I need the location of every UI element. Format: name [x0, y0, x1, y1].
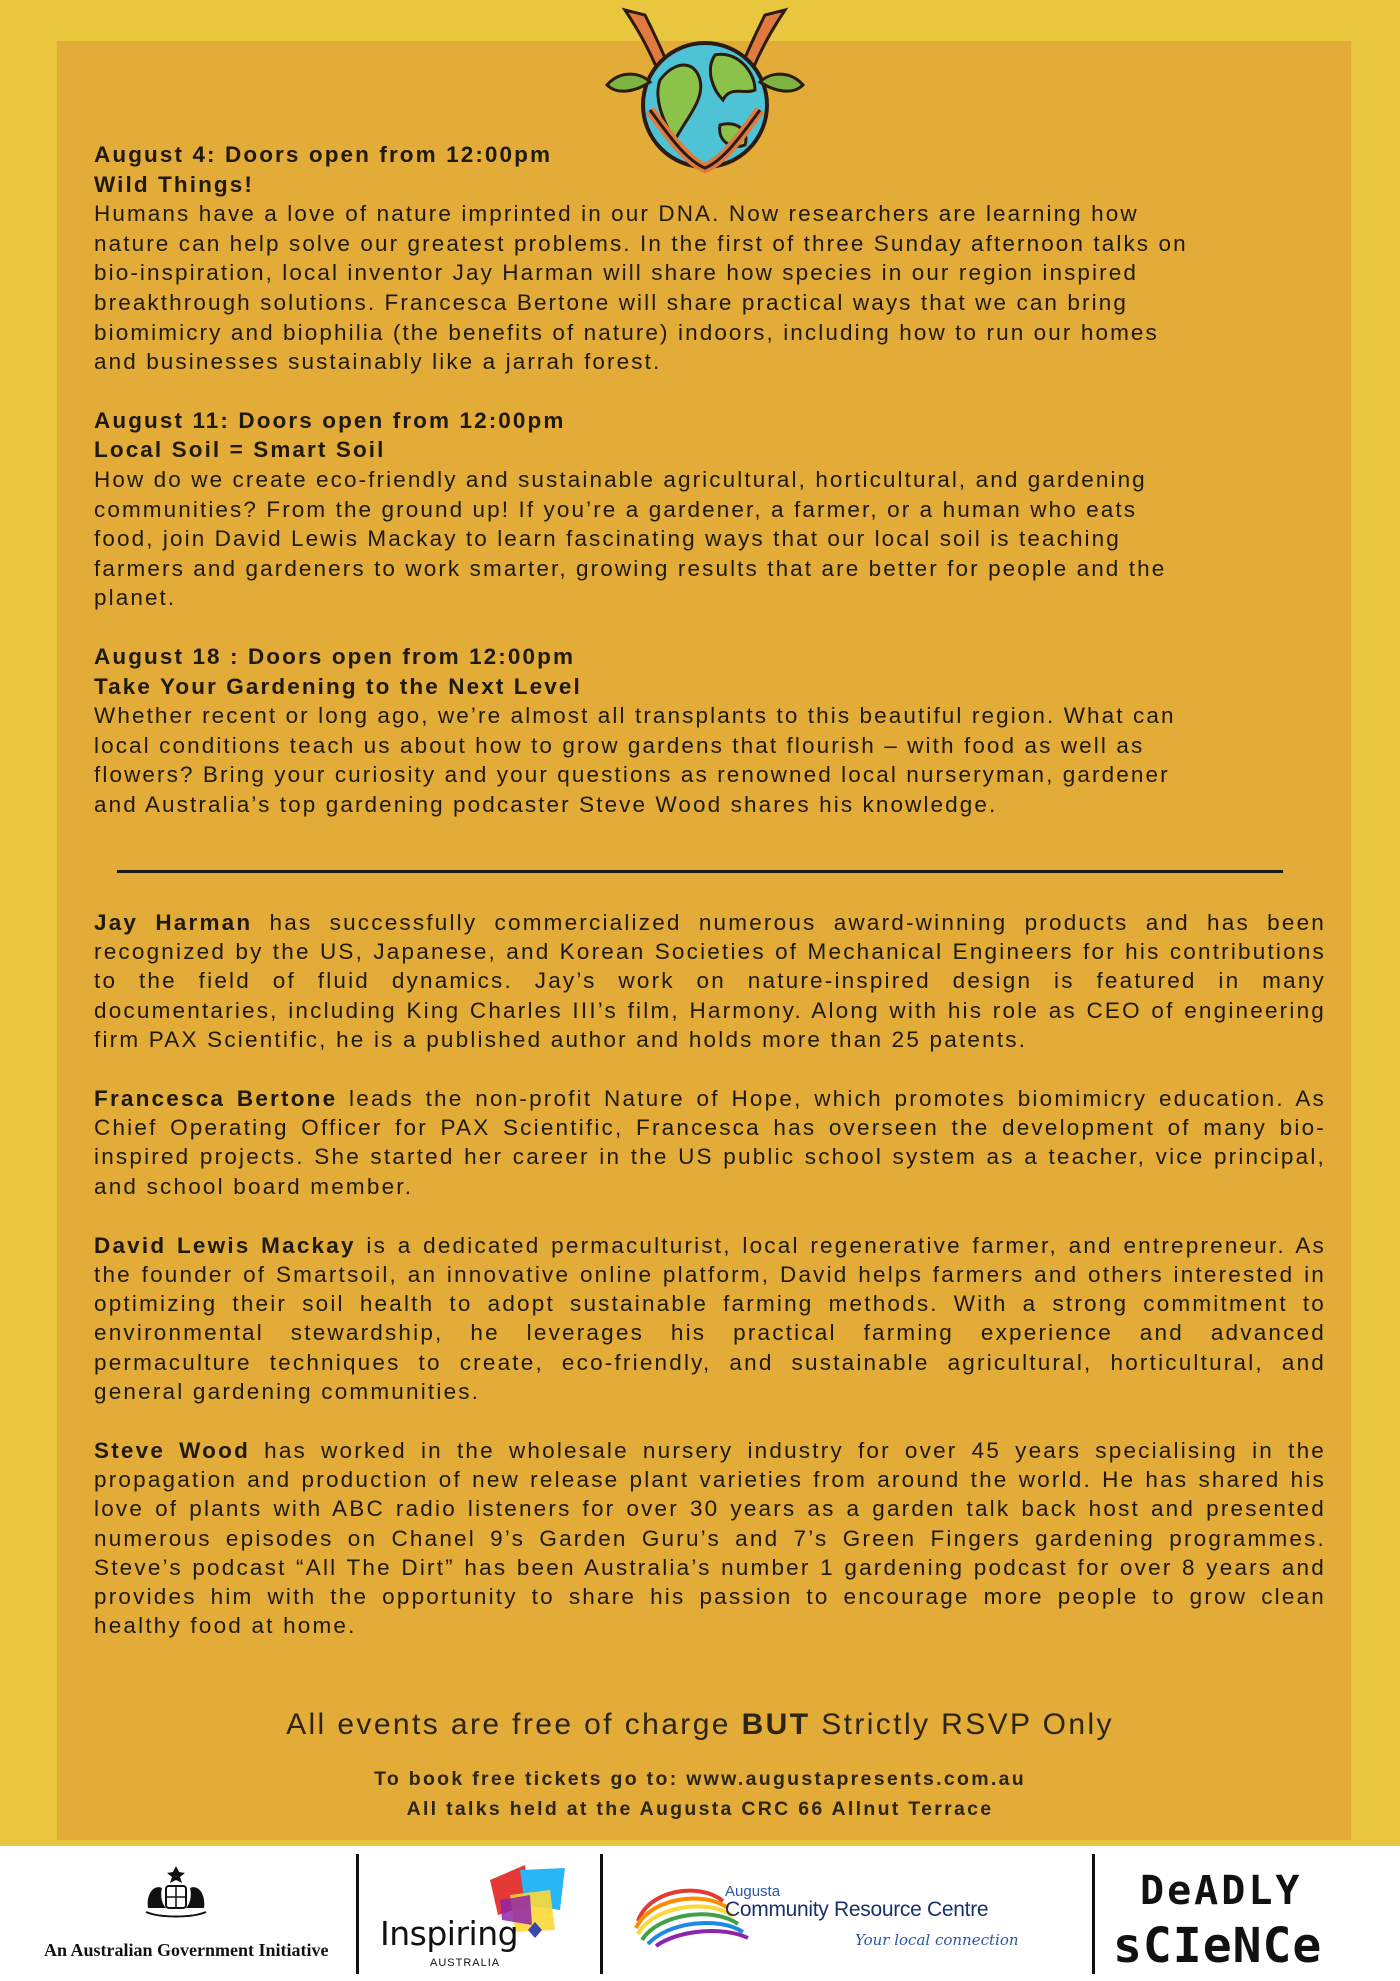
event-date: August 18 : Doors open from 12:00pm	[94, 643, 576, 669]
events-section	[94, 140, 1326, 848]
booking-link-line[interactable]: To book free tickets go to: www.augustapresents.com.au	[374, 1768, 1026, 1790]
speaker-bio	[94, 908, 1326, 1054]
speaker-name: Steve Wood	[94, 1438, 251, 1464]
event-date: August 11: Doors open from 12:00pm	[94, 407, 566, 433]
inspiring-wordmark: Inspiring	[380, 1914, 519, 1953]
rsvp-notice: All events are free of charge BUT Strictly RSVP Only	[286, 1708, 1114, 1741]
event-title: Wild Things!	[94, 171, 254, 197]
footer-divider	[600, 1854, 603, 1974]
coat-of-arms-icon	[140, 1862, 212, 1922]
speaker-name: Francesca Bertone	[94, 1086, 338, 1112]
speaker-bio	[94, 1231, 1326, 1406]
speaker-bio	[94, 1436, 1326, 1640]
crc-tagline: Your local connection	[855, 1931, 1019, 1949]
gov-initiative-label: An Australian Government Initiative	[44, 1940, 329, 1960]
event-item	[94, 140, 1326, 377]
footer-divider	[1092, 1854, 1095, 1974]
event-title: Local Soil = Smart Soil	[94, 437, 386, 463]
venue-line: All talks held at the Augusta CRC 66 Allnut Terrace	[406, 1798, 994, 1820]
speaker-text: has worked in the wholesale nursery industry for over 45 years specialising in the propagation and production of new release plant varieties from around the world. He has shared his love of plants with ABC radio listeners for over 30 years as a garden talk back host and presented numerous episodes on Chanel 9’s Garden Guru’s and 7’s Green Fingers gardening programmes. Steve’s podcast “All The Dirt” has been Australia’s number 1 gardening podcast for over 8 years and provides him with the opportunity to share his passion to encourage more people to grow clean healthy food at home.	[94, 1438, 1326, 1639]
speaker-bio	[94, 1084, 1326, 1201]
event-description: Humans have a love of nature imprinted in our DNA. Now researchers are learning how nature can help solve our greatest problems. In the first of three Sunday afternoon talks on bio-inspiration, local inventor Jay Harman will share how species in our region inspired breakthrough solutions. Francesca Bertone will share practical ways that we can bring biomimicry and biophilia (the benefits of nature) indoors, including how to run our homes and businesses sustainably like a jarrah forest.	[94, 201, 1188, 375]
crc-augusta-label: Augusta	[725, 1883, 781, 1900]
event-date: August 4: Doors open from 12:00pm	[94, 142, 553, 167]
booking-info	[0, 1764, 1400, 1824]
crc-name: Community Resource Centre	[725, 1898, 989, 1921]
event-title: Take Your Gardening to the Next Level	[94, 673, 582, 699]
section-divider	[117, 870, 1283, 873]
speaker-name: Jay Harman	[94, 910, 253, 935]
event-description: How do we create eco-friendly and sustainable agricultural, horticultural, and gardening communities? From the ground up! If you’re a gardener, a farmer, or a human who eats food, join David Lewis Mackay to learn fascinating ways that our local soil is teaching farmers and gardeners to work smarter, growing results that are better for people and the planet.	[94, 466, 1167, 611]
speaker-text: has successfully commercialized numerous award-winning products and has been recognized by the US, Japanese, and Korean Societies of Mechanical Engineers for his contributions to the field of fluid dynamics. Jay’s work on nature-inspired design is featured in many documentaries, including King Charles III’s film, Harmony. Along with his role as CEO of engineering firm PAX Scientific, he is a published author and holds more than 25 patents.	[94, 910, 1326, 1052]
event-description: Whether recent or long ago, we’re almost all transplants to this beautiful region. What can local conditions teach us about how to grow gardens that flourish – with food as well as flowers? Bring your curiosity and your questions as renowned local nurseryman, gardener and Australia’s top gardening podcaster Steve Wood shares his knowledge.	[94, 703, 1176, 817]
inspiring-sub: AUSTRALIA	[430, 1957, 501, 1969]
deadly-science-logo-line2: sCIeNCe	[1113, 1918, 1323, 1974]
deadly-science-logo-line1: DeADLY	[1140, 1868, 1303, 1914]
speaker-name: David Lewis Mackay	[94, 1232, 356, 1258]
speaker-bios	[94, 908, 1326, 1670]
sponsor-footer	[0, 1846, 1400, 1981]
speaker-text: is a dedicated permaculturist, local regenerative farmer, and entrepreneur. As the founder of Smartsoil, an innovative online platform, David helps farmers and others interested in optimizing their soil health to adopt sustainable farming methods. With a strong commitment to environmental stewardship, he leverages his practical farming experience and advanced permaculture techniques to create, eco-friendly, and sustainable agricultural, horticultural, and general gardening communities.	[94, 1232, 1326, 1404]
event-item	[94, 406, 1326, 613]
event-item	[94, 642, 1326, 820]
speaker-text: leads the non-profit Nature of Hope, which promotes biomimicry education. As Chief Operating Officer for PAX Scientific, Francesca has overseen the development of many bio-inspired projects. She started her career in the US public school system as a teacher, vice principal, and school board member.	[94, 1086, 1326, 1199]
footer-divider	[356, 1854, 359, 1974]
